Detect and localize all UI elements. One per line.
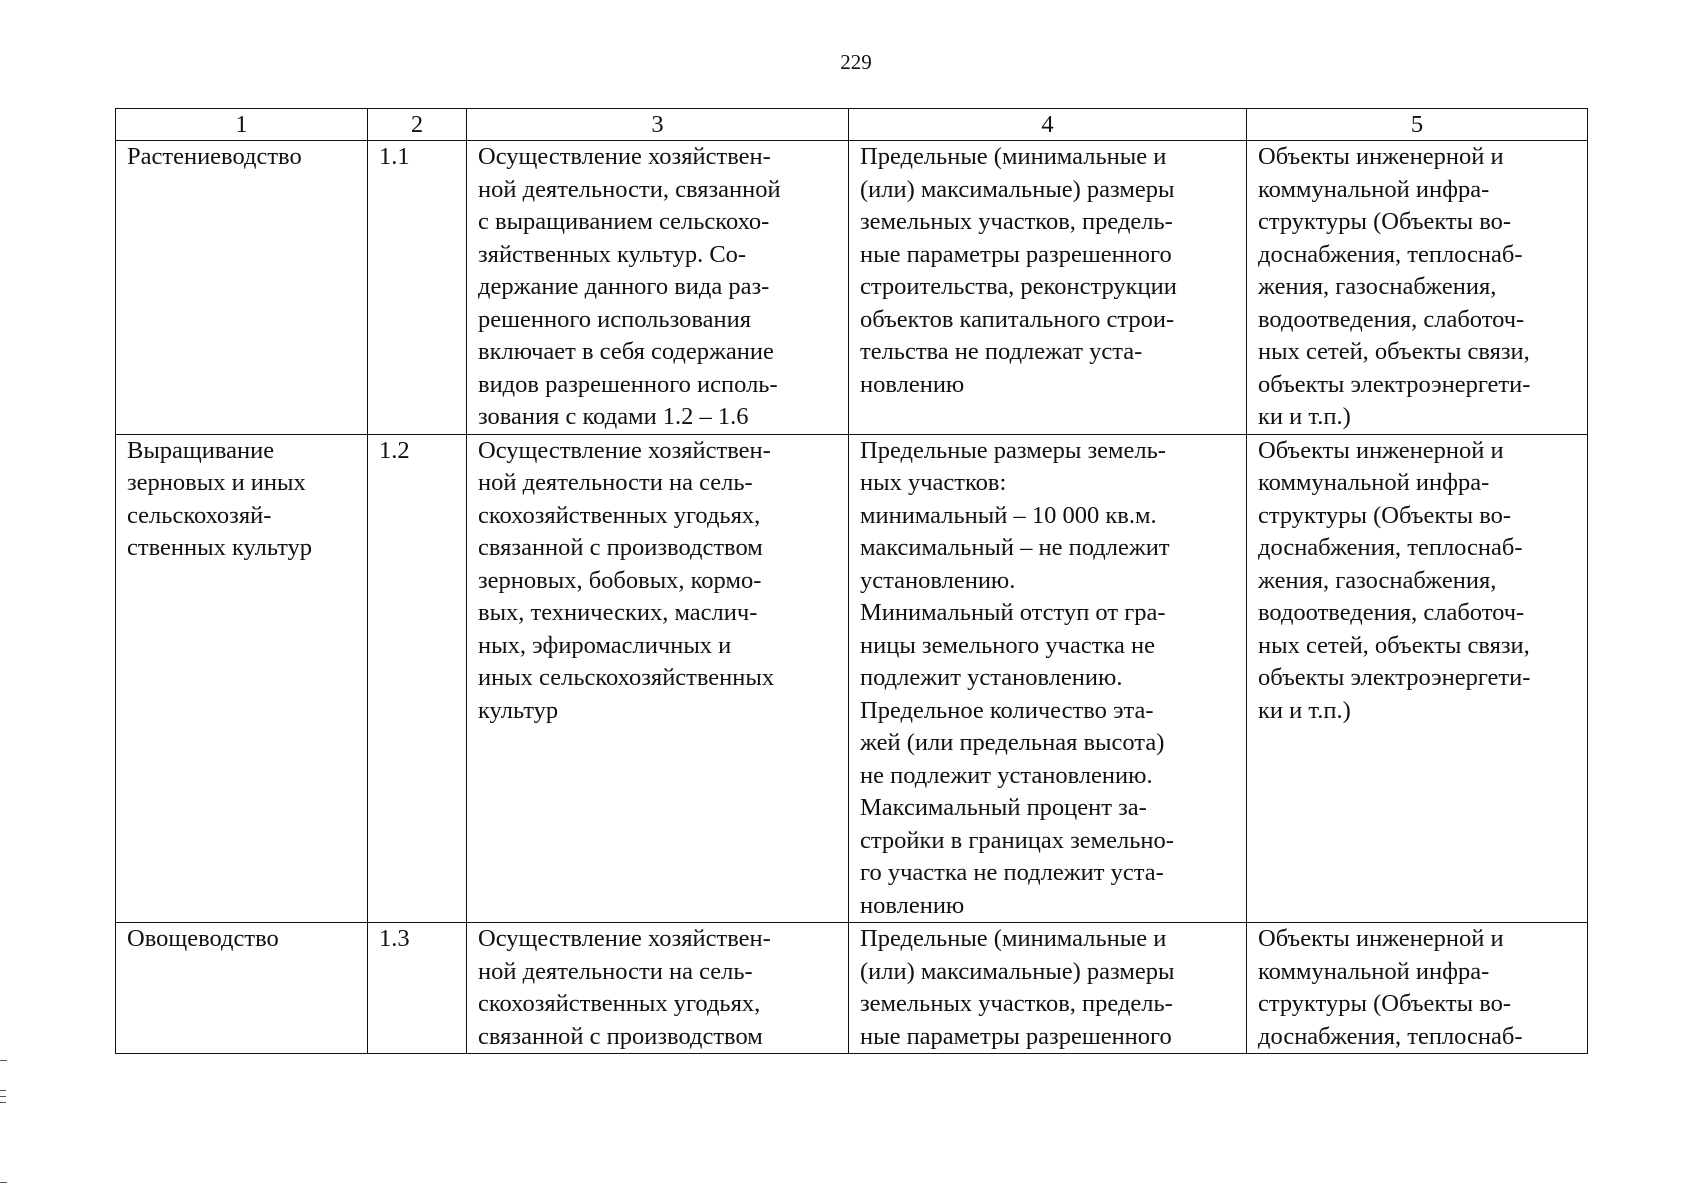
cell-text-line: держание данного вида раз- [478,273,770,300]
cell-text-line: скохозяйственных угодьях, [478,501,761,529]
cell-text-line: жей (или предельная высота) [860,729,1165,756]
cell-text-line: ницы земельного участка не [860,631,1155,659]
cell-text-line: Предельные размеры земель- [860,436,1166,464]
cell-text-line: ки и т.п.) [1258,403,1351,430]
cell-text-line: 1.1 [379,143,410,170]
cell-text-line: подлежит установлению. [860,664,1123,691]
cell-text-line: земельных участков, предель- [860,990,1173,1017]
cell-text-line: Предельные (минимальные и [860,143,1167,170]
cell-text-line: зяйственных культур. Со- [478,240,747,268]
cell-text-line: видов разрешенного исполь- [478,370,778,398]
cell-text-line: объектов капитального строи- [860,305,1175,333]
cell-text-line: вых, технических, маслич- [478,599,758,626]
column-header-3: 3 [467,109,849,141]
cell-text-line: Осуществление хозяйствен- [478,143,771,170]
cell-text-line: скохозяйственных угодьях, [478,990,761,1017]
cell-text-line: объекты электроэнергети- [1258,370,1531,398]
cell-text-line: Предельные (минимальные и [860,925,1167,952]
cell-text-line: объекты электроэнергети- [1258,664,1531,691]
cell-text-line: структуры (Объекты во- [1258,501,1512,529]
description-cell [467,141,849,435]
description-cell [467,434,849,923]
name-cell [116,141,368,435]
cell-text-line: ных участков: [860,469,1007,496]
cell-text-line: с выращиванием сельскохо- [478,208,770,235]
parameters-cell [849,434,1247,923]
page-number: 229 [840,50,872,74]
cell-text-line: Выращивание [127,436,275,464]
cell-text-line: зования с кодами 1.2 – 1.6 [478,403,749,430]
name-cell [116,923,368,1054]
cell-text-line: Осуществление хозяйствен- [478,436,771,464]
cell-text-line: строительства, реконструкции [860,273,1177,300]
code-cell [368,434,467,923]
code-cell [368,141,467,435]
cell-text-line: ных сетей, объекты связи, [1258,631,1530,659]
cell-text-line: установлению. [860,566,1016,594]
cell-text-line: водоотведения, слаботоч- [1258,305,1525,333]
cell-text-line: Объекты инженерной и [1258,925,1504,952]
cell-text-line: доснабжения, теплоснаб- [1258,240,1523,268]
cell-text-line: жения, газоснабжения, [1258,273,1497,300]
cell-text-line: ной деятельности на сель- [478,957,753,985]
cell-text-line: ственных культур [127,534,313,561]
column-header-1: 1 [116,109,368,141]
cell-text-line: ные параметры разрешенного [860,1022,1172,1050]
code-cell [368,923,467,1054]
cell-text-line: включает в себя содержание [478,338,774,365]
scan-margin-marks [0,1060,8,1185]
cell-text-line: культур [478,696,559,724]
cell-text-line: связанной с производством [478,534,763,561]
cell-text-line: минимальный – 10 000 кв.м. [860,501,1157,529]
objects-cell [1247,434,1588,923]
table-row [116,141,1588,435]
cell-text-line: земельных участков, предель- [860,208,1173,235]
cell-text-line: Растениеводство [127,143,302,170]
cell-text-line: максимальный – не подлежит [860,534,1170,561]
cell-text-line: новлению [860,891,965,919]
objects-cell [1247,141,1588,435]
cell-text-line: Осуществление хозяйствен- [478,925,771,952]
cell-text-line: не подлежит установлению. [860,761,1153,789]
cell-text-line: структуры (Объекты во- [1258,208,1512,235]
column-header-2: 2 [368,109,467,141]
cell-text-line: Предельное количество эта- [860,696,1154,724]
cell-text-line: (или) максимальные) размеры [860,175,1175,203]
cell-text-line: (или) максимальные) размеры [860,957,1175,985]
cell-text-line: ных сетей, объекты связи, [1258,338,1530,365]
cell-text-line: 1.3 [379,925,410,952]
cell-text-line: решенного использования [478,305,751,333]
cell-text-line: коммунальной инфра- [1258,469,1490,496]
cell-text-line: Овощеводство [127,925,279,952]
table-row [116,434,1588,923]
cell-text-line: стройки в границах земельно- [860,826,1174,854]
column-header-5: 5 [1247,109,1588,141]
table-row [116,923,1588,1054]
name-cell [116,434,368,923]
cell-text-line: доснабжения, теплоснаб- [1258,534,1523,561]
cell-text-line: тельства не подлежат уста- [860,338,1143,365]
cell-text-line: коммунальной инфра- [1258,957,1490,985]
cell-text-line: связанной с производством [478,1022,763,1050]
cell-text-line: ки и т.п.) [1258,696,1351,724]
cell-text-line: зерновых и иных [127,469,306,496]
cell-text-line: доснабжения, теплоснаб- [1258,1022,1523,1050]
cell-text-line: иных сельскохозяйственных [478,664,775,691]
cell-text-line: Минимальный отступ от гра- [860,599,1166,626]
column-header-4: 4 [849,109,1247,141]
objects-cell [1247,923,1588,1054]
cell-text-line: ных, эфиромасличных и [478,631,732,659]
cell-text-line: новлению [860,370,965,398]
land-use-table [115,108,1588,1054]
table-header-row [116,109,1588,141]
cell-text-line: жения, газоснабжения, [1258,566,1497,594]
cell-text-line: 1.2 [379,436,410,464]
cell-text-line: ной деятельности, связанной [478,175,781,203]
cell-text-line: Максимальный процент за- [860,794,1147,821]
cell-text-line: коммунальной инфра- [1258,175,1490,203]
description-cell [467,923,849,1054]
cell-text-line: ной деятельности на сель- [478,469,753,496]
cell-text-line: зерновых, бобовых, кормо- [478,566,762,594]
cell-text-line: структуры (Объекты во- [1258,990,1512,1017]
cell-text-line: ные параметры разрешенного [860,240,1172,268]
cell-text-line: Объекты инженерной и [1258,143,1504,170]
parameters-cell [849,141,1247,435]
cell-text-line: го участка не подлежит уста- [860,859,1164,886]
cell-text-line: Объекты инженерной и [1258,436,1504,464]
parameters-cell [849,923,1247,1054]
cell-text-line: сельскохозяй- [127,501,272,529]
cell-text-line: водоотведения, слаботоч- [1258,599,1525,626]
